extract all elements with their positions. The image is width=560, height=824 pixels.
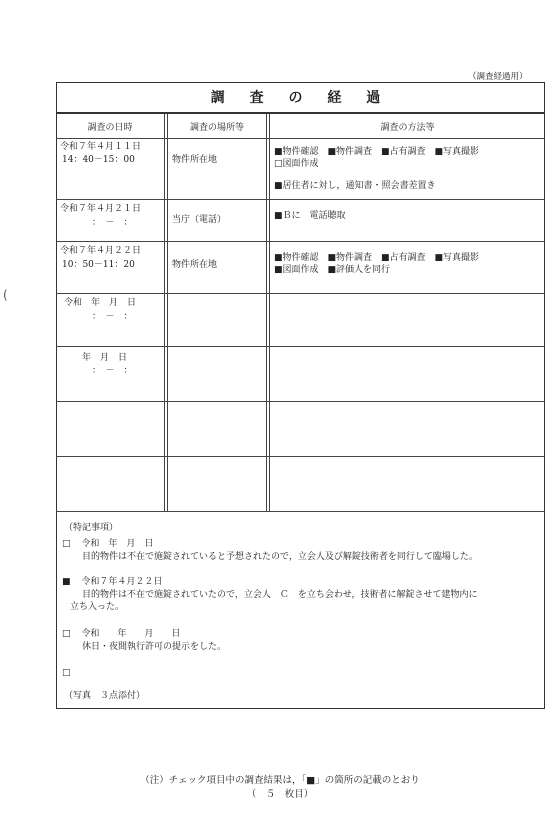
note-text: 目的物件は不在で施錠されていたので，立会人 Ｃ を立ち会わせ，技術者に解錠させて建物内に <box>82 590 478 600</box>
form-frame <box>56 82 545 709</box>
row-date: 令和７年４月２２日 <box>60 246 142 256</box>
row-method: ■物件確認 ■物件調査 ■占有調査 ■写真撮影 <box>274 253 480 263</box>
row-divider <box>56 456 545 457</box>
row-divider <box>56 346 545 347</box>
note-date: 令和７年４月２２日 <box>81 577 163 587</box>
row-place: 物件所在地 <box>172 260 218 270</box>
row-place: 物件所在地 <box>172 155 218 165</box>
col-divider <box>167 114 168 511</box>
row-time: ： － ： <box>92 312 133 322</box>
row-divider <box>56 199 545 200</box>
row-time: ： － ： <box>92 218 133 228</box>
row-date: 令和 年 月 日 <box>64 298 137 308</box>
row-time: 14：40－15：00 <box>62 155 135 165</box>
column-header-date: 調査の日時 <box>87 123 133 133</box>
photos-note: （写真 ３点添付） <box>64 691 146 701</box>
row-divider <box>56 241 545 242</box>
form-type-label: （調査経過用） <box>468 72 528 82</box>
row-method: ■図面作成 ■評価人を同行 <box>274 265 391 275</box>
note-text: 目的物件は不在で施錠されていると予想されたので，立会人及び解錠技術者を同行して臨場した。 <box>82 552 478 562</box>
note-checkbox[interactable]: □ <box>62 539 71 549</box>
row-method: ■物件確認 ■物件調査 ■占有調査 ■写真撮影 <box>274 147 480 157</box>
row-divider <box>56 293 545 294</box>
column-header-method: 調査の方法等 <box>380 123 435 133</box>
row-date: 年 月 日 <box>82 353 128 363</box>
row-divider <box>56 401 545 402</box>
footer-note: （注）チェック項目中の調査結果は，「■」の箇所の記載のとおり <box>140 775 420 786</box>
punch-hole-mark: ( <box>3 288 8 302</box>
note-text: 立ち入った。 <box>70 602 125 612</box>
row-place: 当庁（電話） <box>172 215 227 225</box>
row-method: ■居住者に対し，通知書・照会書差置き <box>274 181 436 191</box>
note-checkbox[interactable]: □ <box>62 668 71 678</box>
row-method: ■Ｂに 電話聴取 <box>274 211 346 221</box>
table-bottom <box>56 511 545 512</box>
note-checkbox[interactable]: ■ <box>62 577 71 587</box>
notes-heading: （特記事項） <box>64 523 119 533</box>
column-header-place: 調査の場所等 <box>189 123 244 133</box>
note-date: 令和 年 月 日 <box>81 539 154 549</box>
row-time: 10：50－11：20 <box>62 260 135 270</box>
row-date: 令和７年４月２１日 <box>60 204 142 214</box>
header-divider <box>56 138 545 139</box>
page-number: （ ５ 枚目） <box>246 789 314 800</box>
title-row <box>56 82 545 114</box>
col-divider <box>266 114 267 511</box>
page-title: 調 査 の 経 過 <box>210 90 391 106</box>
col-divider <box>269 114 270 511</box>
note-text: 休日・夜間執行許可の提示をした。 <box>82 642 227 652</box>
row-method: □図面作成 <box>274 159 319 169</box>
note-checkbox[interactable]: □ <box>62 629 71 639</box>
row-date: 令和７年４月１１日 <box>60 142 142 152</box>
note-date: 令和 年 月 日 <box>81 629 181 639</box>
row-time: ： － ： <box>92 366 133 376</box>
col-divider <box>164 114 165 511</box>
